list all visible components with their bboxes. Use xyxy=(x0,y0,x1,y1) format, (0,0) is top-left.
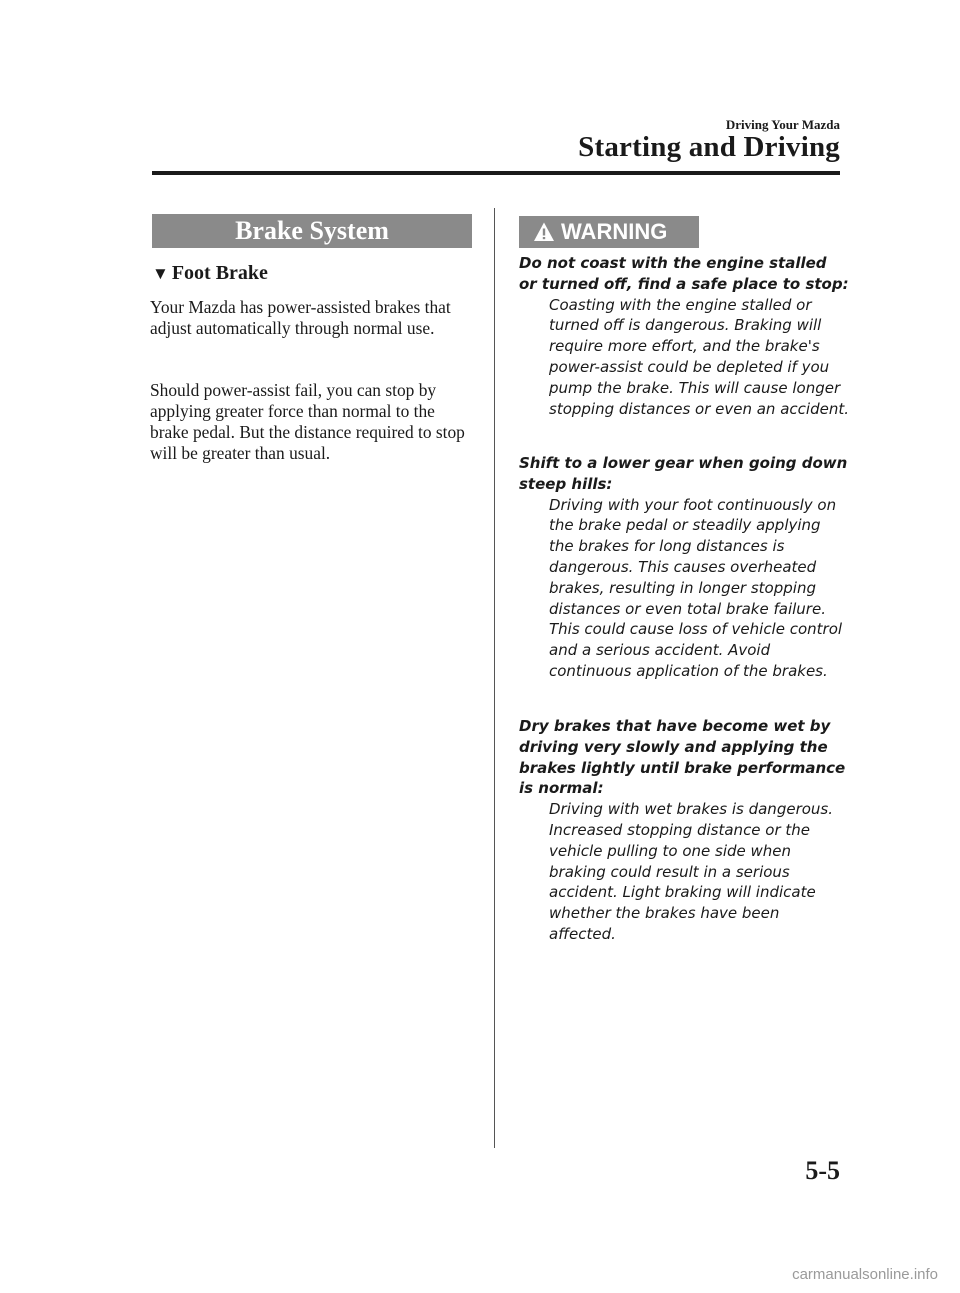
body-paragraph: Should power-assist fail, you can stop by applying greater force than normal to the brake pedal. But the distance required to stop will be greater than usual. xyxy=(150,380,465,463)
warning-item-heading: Dry brakes that have become wet by driving very slowly and applying the brakes lightly until brake performance is normal: xyxy=(519,717,846,798)
header-chapter: Driving Your Mazda xyxy=(725,117,840,132)
header-section-title: Starting and Driving xyxy=(578,131,840,163)
warning-item-heading: Shift to a lower gear when going down steep hills: xyxy=(519,454,848,493)
warning-item-body: Driving with wet brakes is dangerous. Increased stopping distance or the vehicle pulling to one side when braking could result in a serious accident. Light braking will indicate whether the brakes have been affected. xyxy=(549,800,833,943)
subheading-text: Foot Brake xyxy=(171,262,268,284)
warning-item xyxy=(519,716,849,945)
subheading xyxy=(152,262,268,285)
warning-label: WARNING xyxy=(561,219,668,244)
warning-badge xyxy=(519,216,699,248)
warning-item-body: Coasting with the engine stalled or turned off is dangerous. Braking will require more effort, and the brake's power-assist could be depleted if you pump the brake. This will cause longer stopping distances or even an accident. xyxy=(549,295,849,418)
warning-item xyxy=(519,453,849,682)
watermark: carmanualsonline.info xyxy=(792,1266,938,1283)
warning-item-body: Driving with your foot continuously on the brake pedal or steadily applying the brakes for long distances is dangerous. This causes overheated brakes, resulting in longer stopping distances or even total brake failure. This could cause loss of vehicle control and a serious accident. Avoid continuous application of the brakes. xyxy=(549,495,843,680)
column-divider xyxy=(494,208,495,1148)
warning-icon xyxy=(533,221,555,243)
warning-item-heading: Do not coast with the engine stalled or turned off, find a safe place to stop: xyxy=(519,254,849,293)
section-heading: Brake System xyxy=(152,214,472,248)
triangle-marker-icon: ▼ xyxy=(152,264,169,283)
header-rule xyxy=(152,171,840,175)
page-number: 5-5 xyxy=(805,1156,840,1185)
body-paragraph: Your Mazda has power-assisted brakes that adjust automatically through normal use. xyxy=(150,297,451,338)
warning-item xyxy=(519,253,849,419)
